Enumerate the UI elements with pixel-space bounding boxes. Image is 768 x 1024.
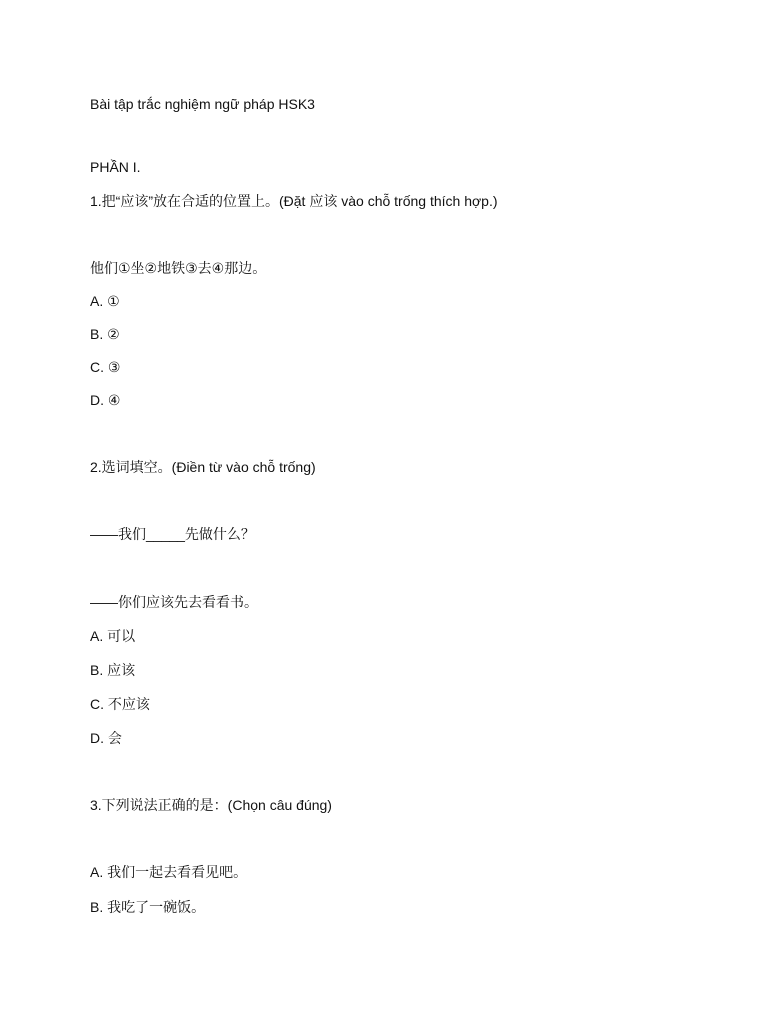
- question-2-option-a[interactable]: A. 可以: [90, 628, 136, 644]
- question-3-option-a[interactable]: A. 我们一起去看看见吧。: [90, 864, 248, 880]
- question-3-prompt: 3.下列说法正确的是：(Chọn câu đúng): [90, 797, 332, 813]
- document-title: Bài tập trắc nghiệm ngữ pháp HSK3: [90, 96, 315, 112]
- question-2-dialog-line-2: ——你们应该先去看看书。: [90, 594, 258, 610]
- question-2-option-b[interactable]: B. 应该: [90, 662, 136, 678]
- question-2-dialog-line-1: ——我们_____先做什么？: [90, 526, 255, 542]
- question-2-option-d[interactable]: D. 会: [90, 730, 122, 746]
- question-1-option-d[interactable]: D. ④: [90, 392, 121, 408]
- question-1-option-c[interactable]: C. ③: [90, 359, 121, 375]
- question-1-option-a[interactable]: A. ①: [90, 293, 120, 309]
- question-1-option-b[interactable]: B. ②: [90, 326, 120, 342]
- question-1-sentence: 他们①坐②地铁③去④那边。: [90, 260, 267, 276]
- question-1-prompt: 1.把“应该”放在合适的位置上。(Đặt 应该 vào chỗ trống thích hợp.): [90, 193, 498, 209]
- question-2-prompt: 2.选词填空。(Điền từ vào chỗ trống): [90, 459, 316, 475]
- question-2-option-c[interactable]: C. 不应该: [90, 696, 150, 712]
- question-3-option-b[interactable]: B. 我吃了一碗饭。: [90, 899, 206, 915]
- section-heading: PHẦN I.: [90, 159, 141, 175]
